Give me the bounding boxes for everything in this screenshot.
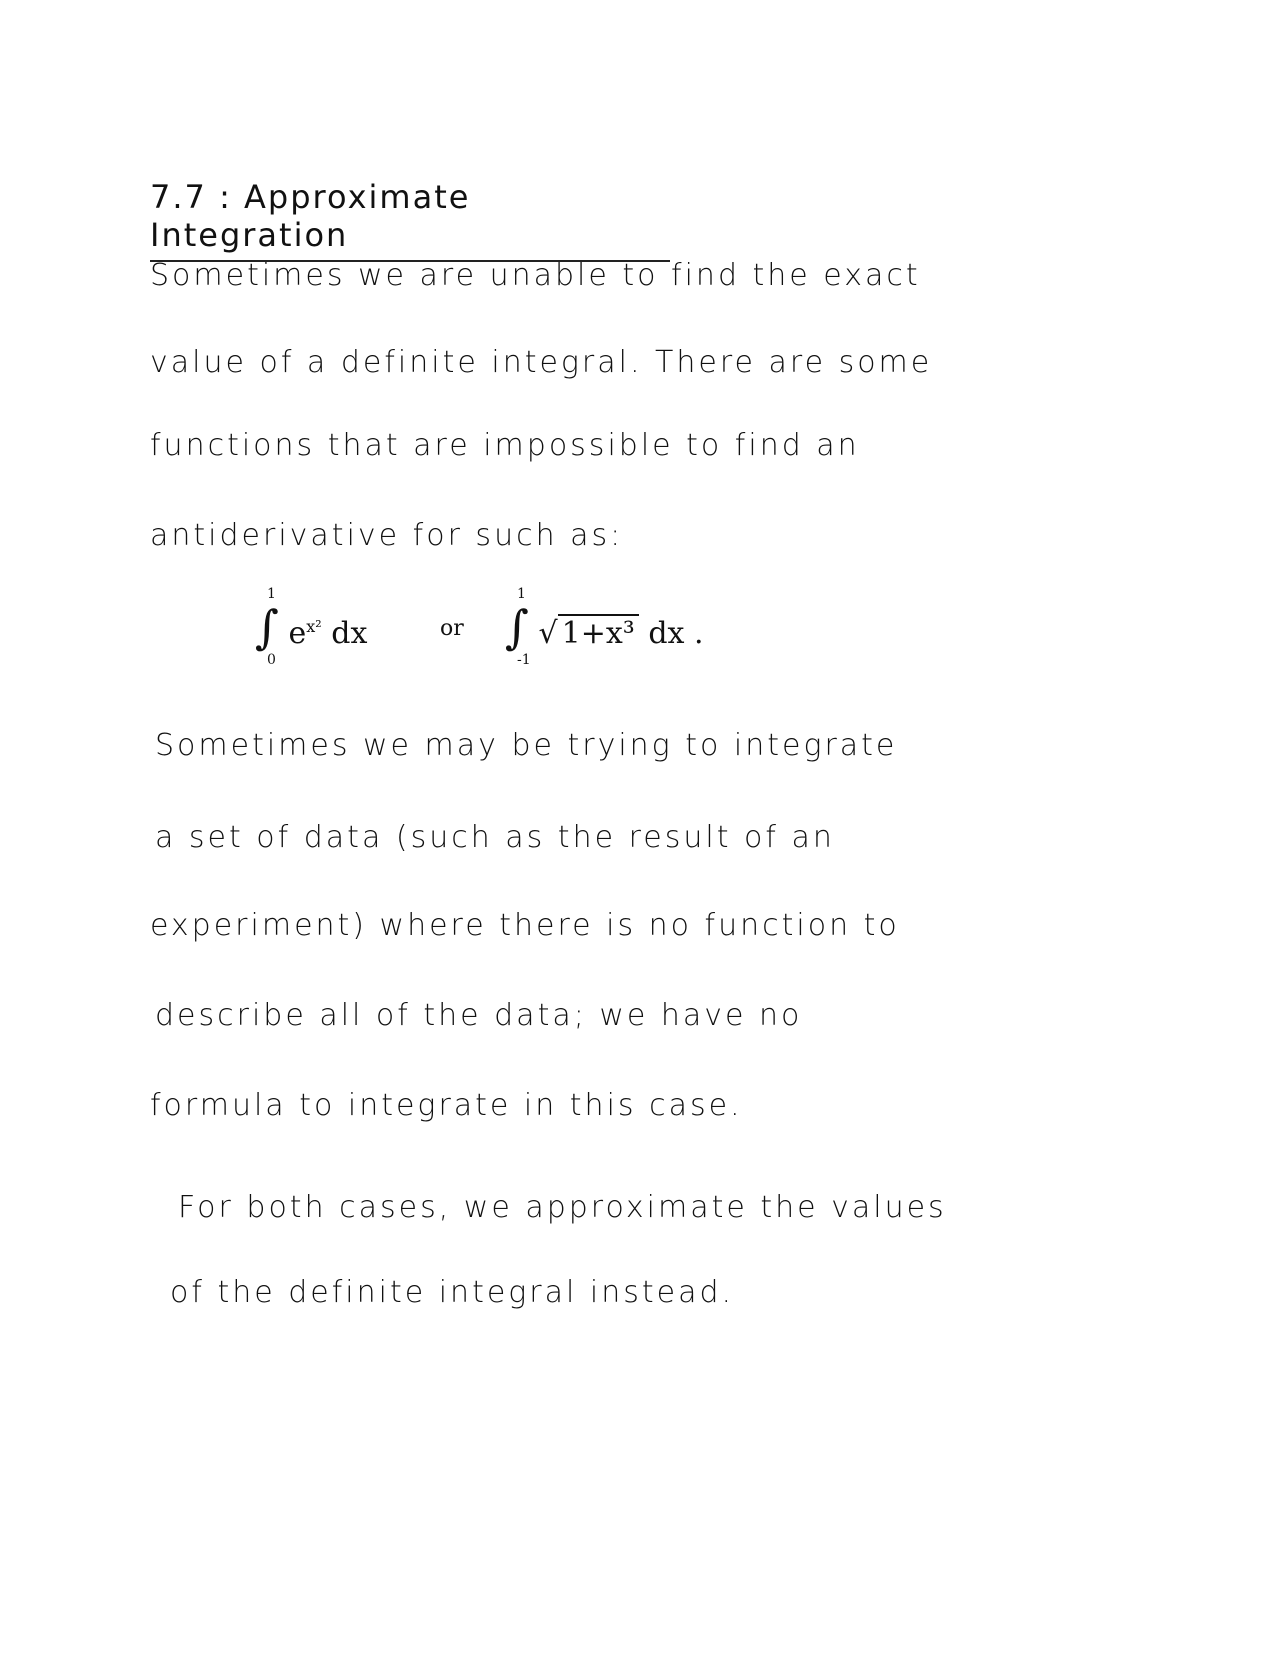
integral-sign: ∫ 1 -1 bbox=[505, 586, 531, 668]
page-title: 7.7 : Approximate Integration bbox=[150, 178, 670, 262]
text-line: Sometimes we may be trying to integrate bbox=[155, 728, 898, 763]
or-connector: or bbox=[440, 616, 464, 641]
text-line: Sometimes we are unable to find the exact bbox=[150, 258, 921, 293]
integral-sign: ∫ 1 0 bbox=[255, 586, 279, 668]
text-line: antiderivative for such as: bbox=[150, 518, 624, 553]
text-line: formula to integrate in this case. bbox=[150, 1088, 743, 1123]
text-line: describe all of the data; we have no bbox=[155, 998, 803, 1033]
text-line: of the definite integral instead. bbox=[170, 1275, 735, 1310]
text-line: For both cases, we approximate the values bbox=[178, 1190, 947, 1225]
text-line: experiment) where there is no function to bbox=[150, 908, 900, 943]
text-line: value of a definite integral. There are some bbox=[150, 345, 933, 380]
integral-example-2: ∫ 1 -1 √ 1+x³ dx . bbox=[505, 586, 704, 668]
text-line: a set of data (such as the result of an bbox=[155, 820, 835, 855]
text-line: functions that are impossible to find an bbox=[150, 428, 860, 463]
integral-example-1: ∫ 1 0 $e^{x^2}$ dx bbox=[255, 586, 368, 668]
